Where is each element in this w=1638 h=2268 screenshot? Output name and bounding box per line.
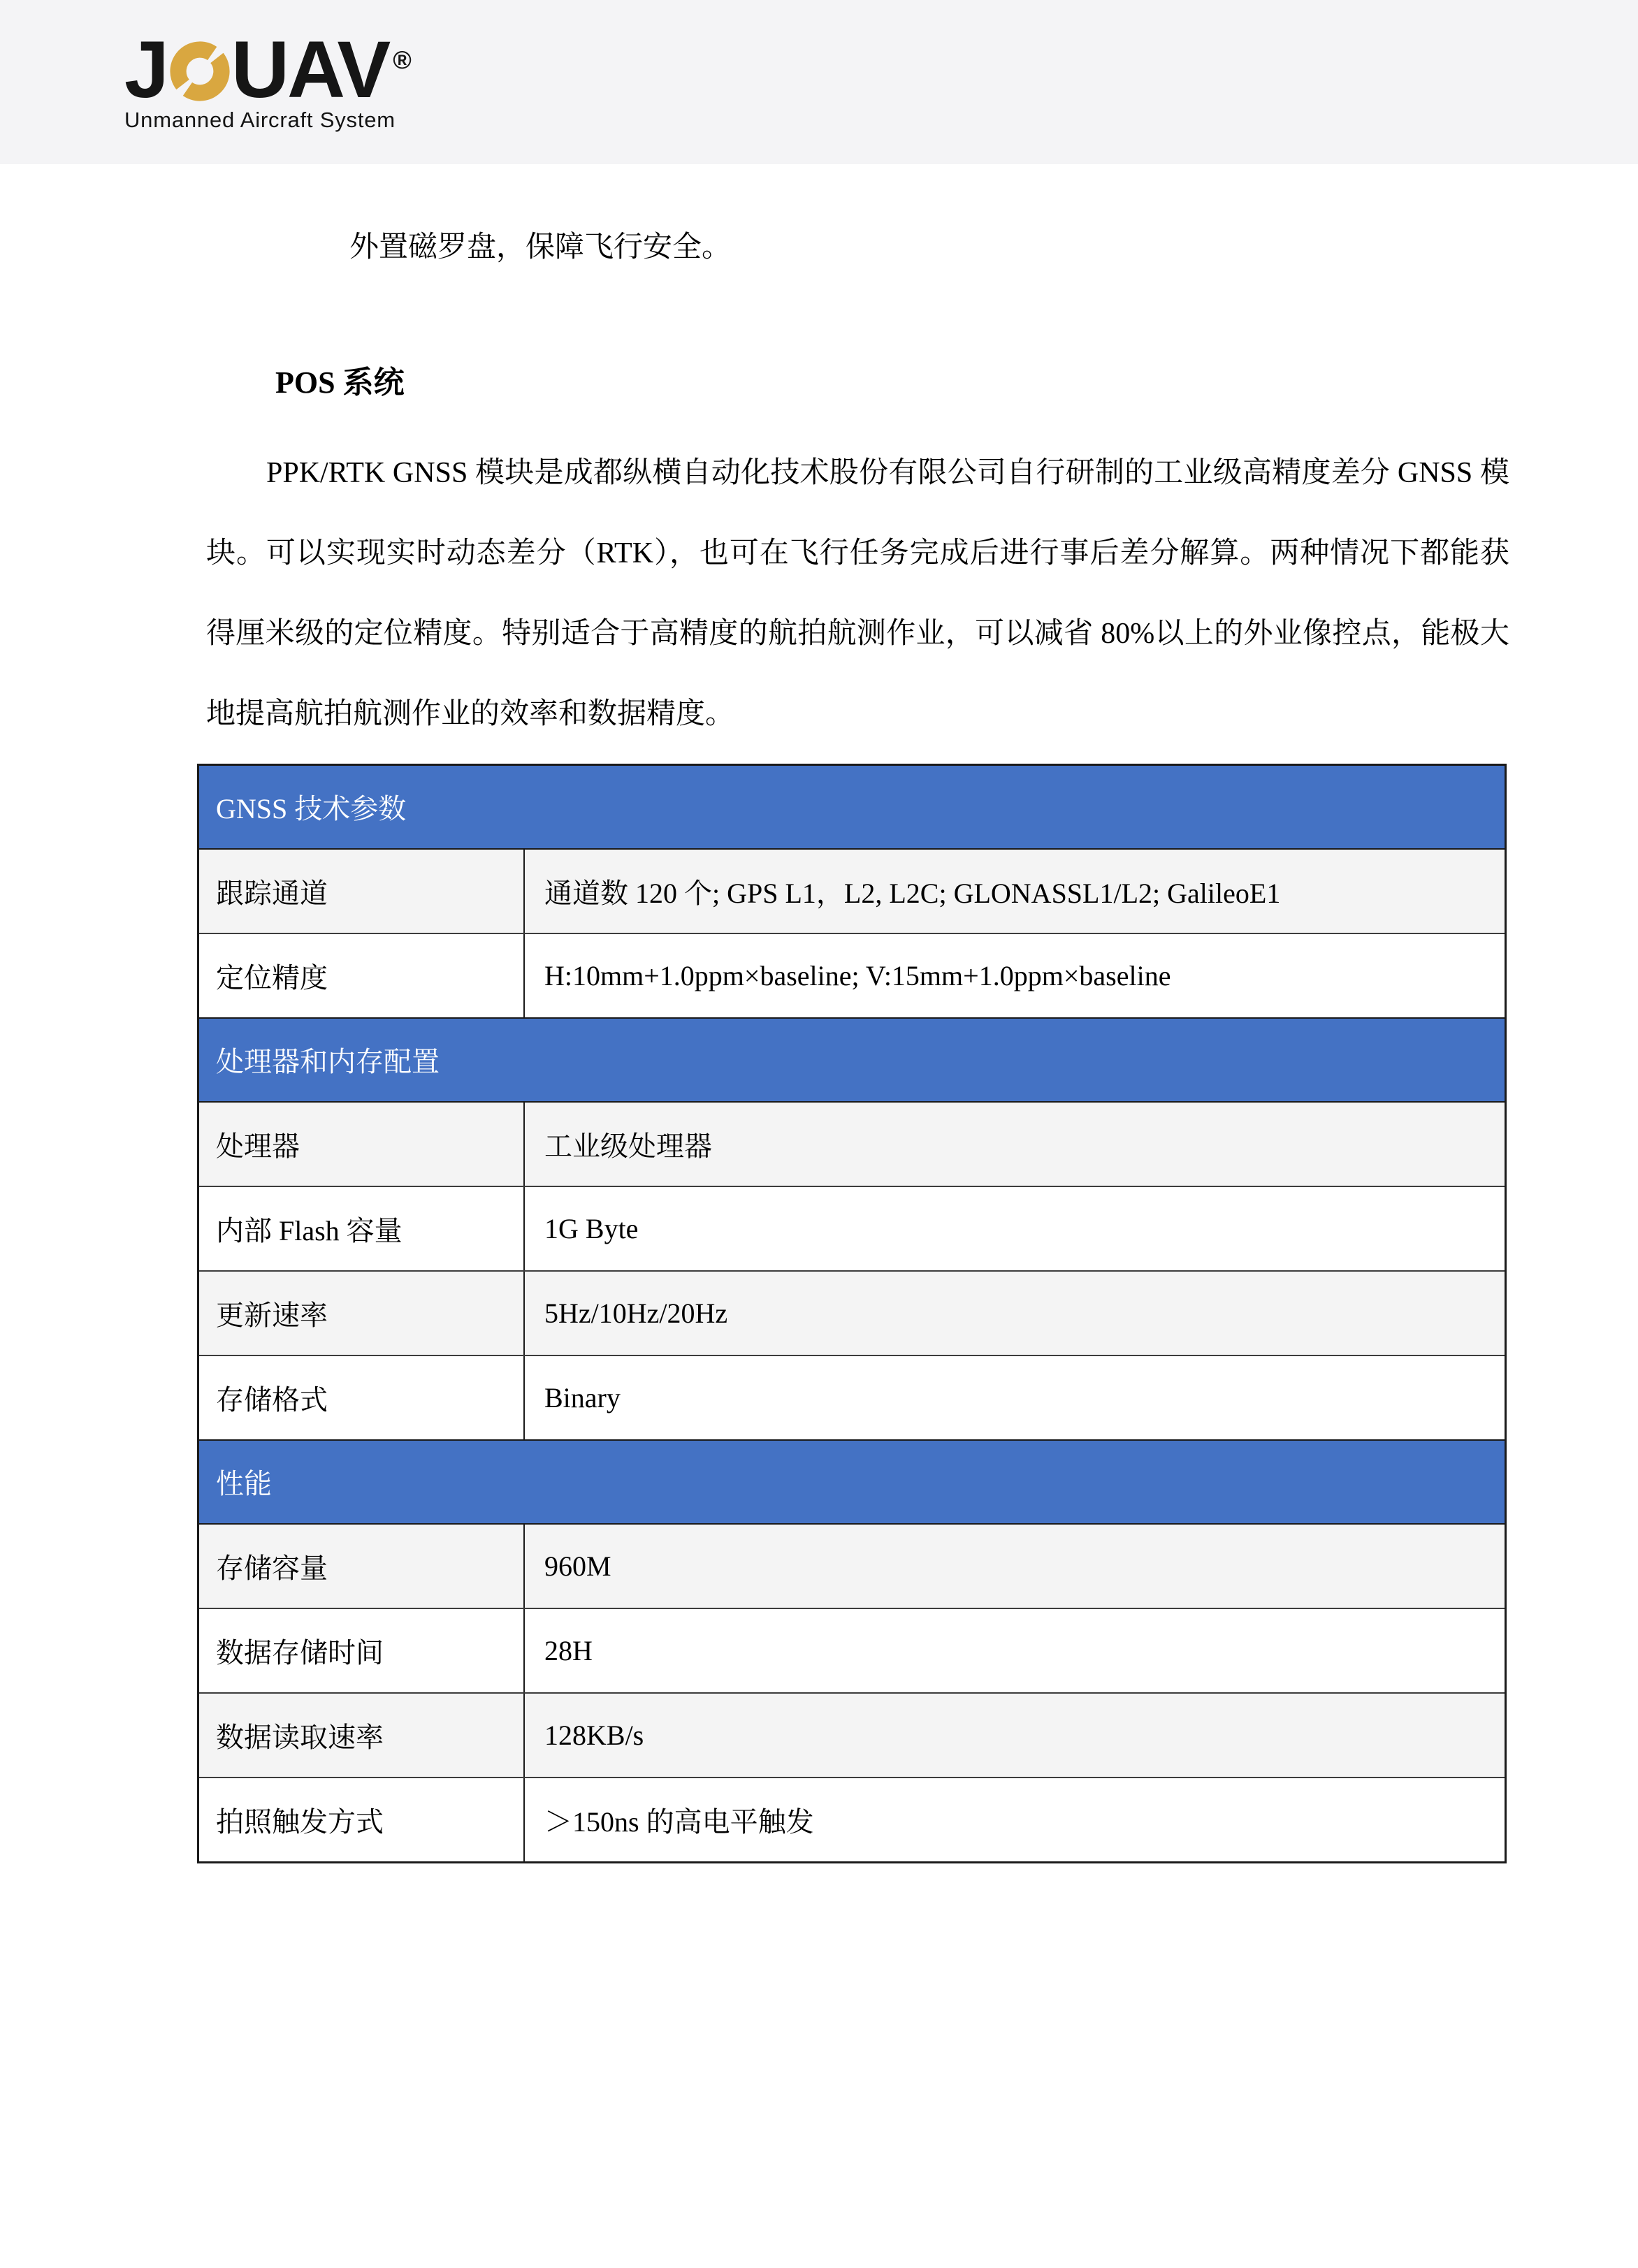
spec-table	[197, 764, 1507, 1863]
jouav-logo	[124, 25, 412, 115]
spec-label: 定位精度	[199, 934, 525, 1017]
spec-row	[199, 1692, 1505, 1777]
spec-value: 5Hz/10Hz/20Hz	[544, 1297, 728, 1329]
spec-label: 拍照触发方式	[199, 1778, 525, 1861]
registered-trademark-icon: ®	[393, 45, 412, 74]
section-heading: POS 系统	[275, 365, 405, 400]
spec-label: 内部 Flash 容量	[199, 1187, 525, 1270]
spec-row	[199, 1525, 1505, 1608]
logo-letters-uav: UAV	[231, 25, 389, 115]
logo-letter-j: J	[124, 25, 167, 115]
table-section-header: 处理器和内存配置	[199, 1017, 1505, 1103]
table-section-header: 性能	[199, 1439, 1505, 1525]
spec-label: 更新速率	[199, 1272, 525, 1355]
spec-row	[199, 1608, 1505, 1692]
spec-label: 跟踪通道	[199, 850, 525, 933]
spec-row	[199, 1270, 1505, 1355]
spec-value: 1G Byte	[544, 1212, 639, 1244]
table-section-header: GNSS 技术参数	[199, 766, 1505, 850]
spec-row	[199, 1355, 1505, 1439]
spec-value: Binary	[544, 1381, 621, 1413]
intro-text: 外置磁罗盘，保障飞行安全。	[349, 231, 732, 263]
spec-value: 工业级处理器	[544, 1130, 712, 1162]
spec-label: 处理器	[199, 1103, 525, 1186]
spec-value: 通道数 120 个; GPS L1，L2, L2C; GLONASSL1/L2; GalileoE1	[544, 877, 1281, 909]
spec-value: 960M	[544, 1550, 611, 1582]
page-content	[0, 231, 1638, 1863]
spec-value: 128KB/s	[544, 1719, 644, 1751]
spec-row	[199, 1777, 1505, 1861]
spec-label: 数据存储时间	[199, 1609, 525, 1692]
spec-row	[199, 850, 1505, 933]
logo-subtitle: Unmanned Aircraft System	[124, 108, 396, 132]
header-band	[0, 0, 1638, 164]
spec-row	[199, 1186, 1505, 1270]
spec-value: 28H	[544, 1634, 593, 1666]
spec-value: H:10mm+1.0ppm×baseline; V:15mm+1.0ppm×baseline	[544, 959, 1171, 991]
spec-label: 存储容量	[199, 1525, 525, 1608]
spec-label: 数据读取速率	[199, 1694, 525, 1777]
logo-o-ring-icon	[170, 41, 230, 101]
body-paragraph: PPK/RTK GNSS 模块是成都纵横自动化技术股份有限公司自行研制的工业级高精度差分 GNSS 模块。可以实现实时动态差分（RTK），也可在飞行任务完成后进行事后差分解算。两种情况下都能获得厘米级的定位精度。特别适合于高精度的航拍航测作业，可以减省 80%以上的外业像控点，能极大地提高航拍航测作业的效率和数据精度。	[206, 456, 1509, 730]
spec-row	[199, 1103, 1505, 1186]
spec-label: 存储格式	[199, 1356, 525, 1439]
spec-value: ＞150ns 的高电平触发	[544, 1805, 814, 1838]
spec-row	[199, 933, 1505, 1017]
